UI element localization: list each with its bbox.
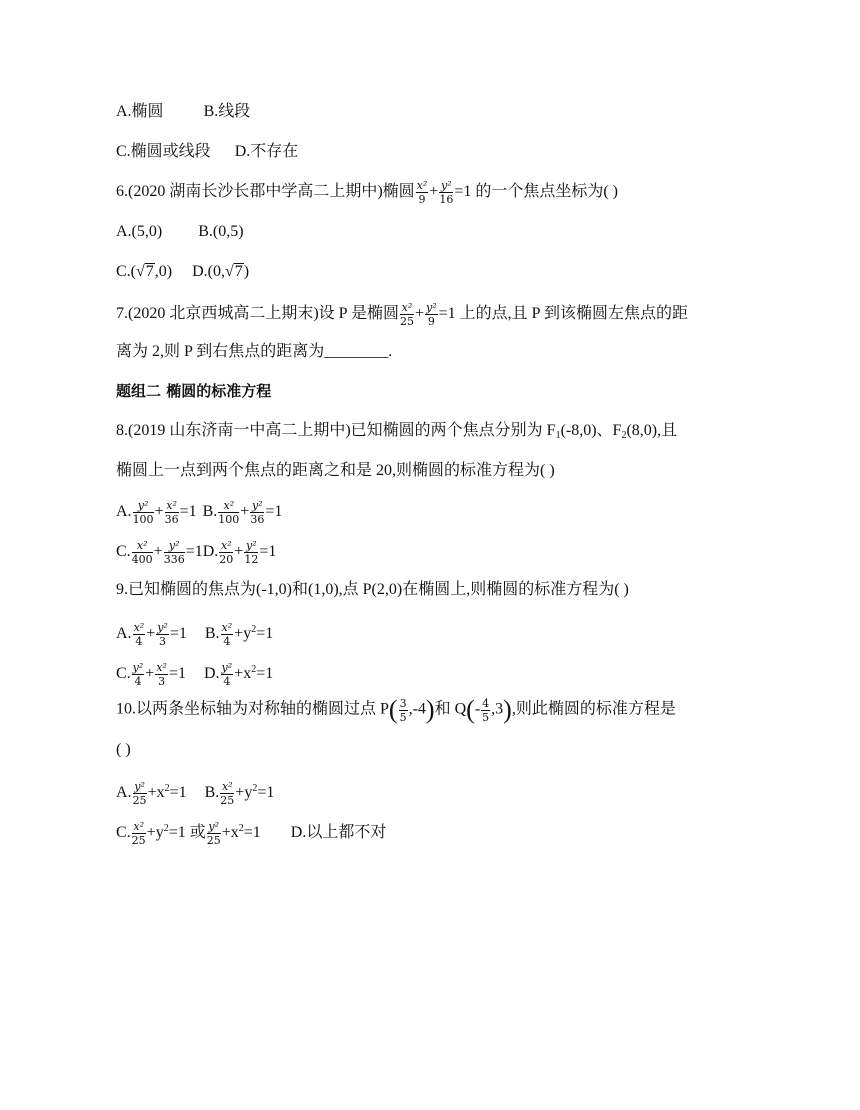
q5-option-b: B.线段 — [203, 103, 251, 120]
q8-option-d: D. $\frac{\text{x²}}{20}$ + $\frac{\text{y²}}{12}$ =1 — [202, 539, 277, 566]
q7-fraction-1: $\frac{\text{x²}}{25}$ — [399, 301, 414, 328]
q9-option-a: A. $\frac{\text{x²}}{4}$ + $\frac{\text{y²}}{3}$ =1 — [116, 620, 187, 648]
q10-stem: 10.以两条坐标轴为对称轴的椭圆过点 P( $\frac{3}{5}$ ,-4)和 Q(- $\frac{4}{5}$ ,3),则此椭圆的标准方程是 — [116, 695, 676, 724]
q10-option-c: C. $\frac{\text{x²}}{25}$ $+y^2=1$ 或 $\frac{\text{y²}}{25}$ $+x^2=1$ — [116, 819, 261, 847]
sqrt-icon: √ — [225, 263, 234, 280]
q8-line1: 8.(2019 山东济南一中高二上期中)已知椭圆的两个焦点分别为 $F_1(-8,0)$、$F_2(8,0)$,且 — [116, 422, 678, 441]
q10-line2: ( ) — [116, 741, 131, 758]
q8-option-a: A. $\frac{\text{y²}}{100}$ + $\frac{\text{x²}}{36}$ =1 — [116, 499, 197, 526]
sqrt-icon: √ — [136, 263, 145, 280]
q8-line2: 椭圆上一点到两个焦点的距离之和是 20,则椭圆的标准方程为( ) — [116, 462, 555, 479]
q6-option-a: A.(5,0) — [116, 223, 163, 240]
q9-option-c: C. $\frac{\text{y²}}{4}$ + $\frac{\text{x²}}{3}$ =1 — [116, 660, 186, 688]
q6-stem: 6.(2020 湖南长沙长郡中学高二上期中)椭圆 $\frac{\text{x²}}{9}$ + $\frac{\text{y²}}{16}$ =1 的一个焦点坐标为( ) — [116, 179, 619, 206]
q6-options-row2 — [116, 262, 249, 282]
q10-option-b: B. $\frac{\text{x²}}{25}$ $+y^2=1$ — [204, 779, 275, 807]
q10-option-a: A. $\frac{\text{y²}}{25}$ $+x^2=1$ — [116, 779, 187, 807]
q8-option-c: C. $\frac{\text{x²}}{400}$ + $\frac{\text{y²}}{336}$ =1 — [116, 539, 203, 566]
q7-fraction-2: $\frac{\text{y²}}{9}$ — [426, 301, 437, 328]
q6-prefix: 6.(2020 湖南长沙长郡中学高二上期中)椭圆 — [116, 183, 415, 201]
q9-stem: 9.已知椭圆的焦点为(-1,0)和(1,0),点 P(2,0)在椭圆上,则椭圆的标准方程为( ) — [116, 581, 629, 598]
section-heading: 题组二 椭圆的标准方程 — [116, 382, 272, 400]
q9-option-b: B. $\frac{\text{x²}}{4}$ $+y^2=1$ — [204, 620, 274, 648]
q10-options-row2 — [116, 819, 386, 846]
q9-option-d: D. $\frac{\text{y²}}{4}$ $+x^2=1$ — [203, 660, 274, 688]
q8-option-b: B. $\frac{\text{x²}}{100}$ + $\frac{\text{y²}}{36}$ =1 — [202, 499, 283, 526]
q6-suffix: =1 的一个焦点坐标为( ) — [454, 183, 619, 201]
q7-line2: 离为 2,则 P 到右焦点的距离为________. — [116, 343, 393, 360]
q8-options-row1 — [116, 500, 282, 525]
q5-options-row2 — [116, 142, 298, 162]
q10-option-d: D.以上都不对 — [290, 824, 387, 841]
q5-option-c: C.椭圆或线段 — [116, 143, 211, 160]
q5-option-a: A.椭圆 — [116, 103, 164, 120]
q7-stem: 7.(2020 北京西城高二上期末)设 P 是椭圆 $\frac{\text{x²}}{25}$ + $\frac{\text{y²}}{9}$ =1 上的点,且 P 到该椭圆左焦点的距 — [116, 301, 688, 328]
q5-options-row1 — [116, 102, 250, 122]
q6-option-d: D.(0,√7) — [192, 263, 250, 280]
q10-options-row1 — [116, 779, 274, 806]
q9-options-row1 — [116, 620, 273, 647]
q6-options-row1 — [116, 222, 244, 242]
q6-option-b: B.(0,5) — [198, 223, 244, 240]
q9-options-row2 — [116, 660, 273, 687]
q8-options-row2 — [116, 540, 276, 565]
q5-option-d: D.不存在 — [234, 143, 299, 160]
q6-fraction-2: $\frac{\text{y²}}{16}$ — [439, 179, 454, 206]
q6-fraction-1: $\frac{\text{x²}}{9}$ — [416, 179, 428, 206]
q6-option-c: C.(√7,0) — [116, 263, 173, 280]
